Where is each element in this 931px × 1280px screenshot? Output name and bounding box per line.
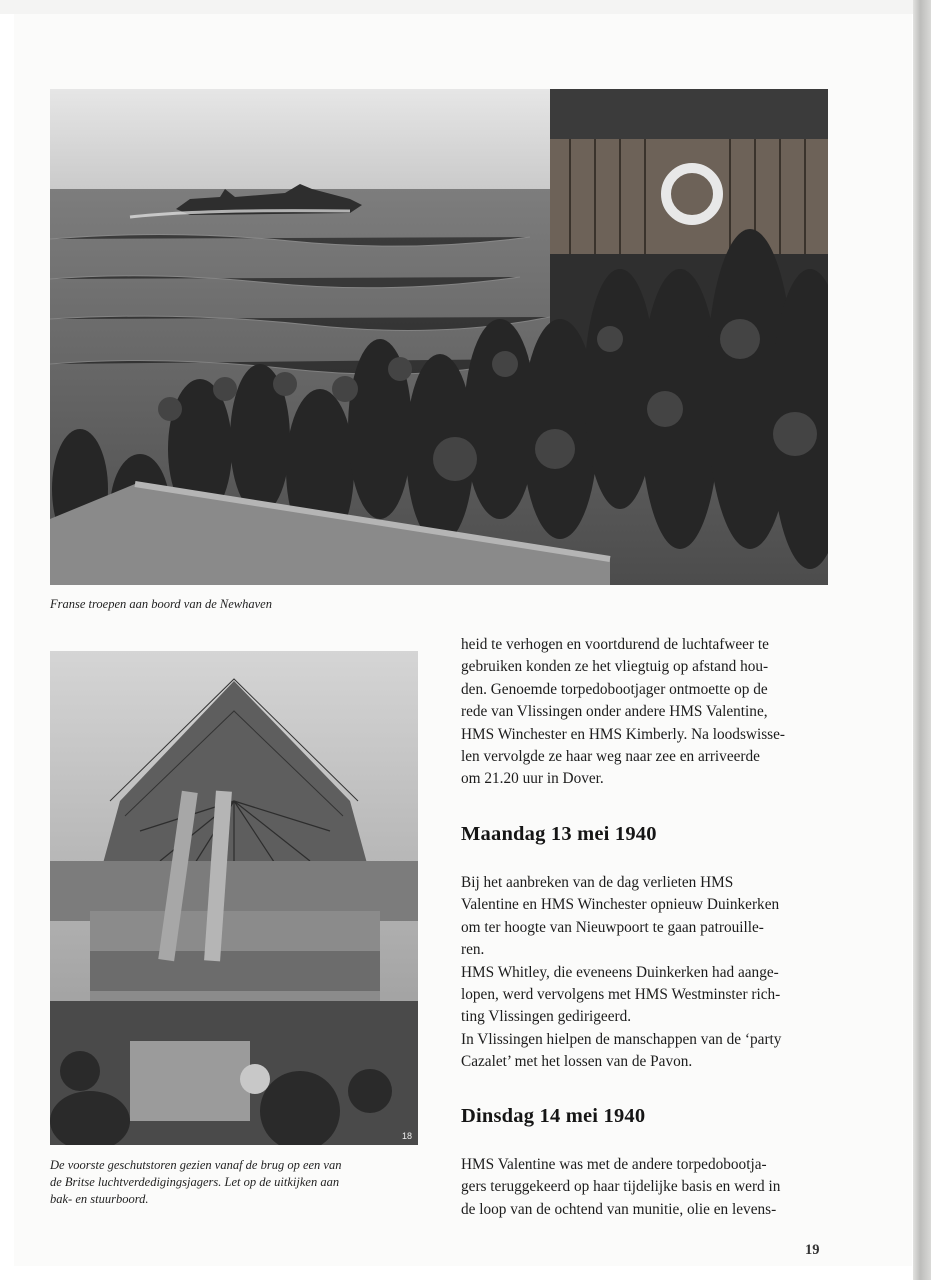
caption-top-photo: Franse troepen aan boord van de Newhaven [50,597,272,611]
caption-line: bak- en stuurboord. [50,1192,149,1206]
text-line: Valentine en HMS Winchester opnieuw Duinkerken [461,896,780,914]
text-line: de loop van de ochtend van munitie, olie en levens- [461,1200,777,1218]
text-line: lopen, werd vervolgens met HMS Westminster rich- [461,986,781,1004]
text-line: In Vlissingen hielpen de manschappen van de ‘party [461,1030,782,1048]
photo-french-troops-newhaven [50,89,828,585]
photo-troops-image [50,89,828,585]
section-heading-maandag: Maandag 13 mei 1940 [461,823,657,845]
text-line: HMS Winchester en HMS Kimberly. Na loodswisse- [461,725,785,743]
text-line: rede van Vlissingen onder andere HMS Valentine, [461,703,768,721]
text-line: HMS Whitley, die eveneens Duinkerken had aange- [461,963,779,981]
page-number: 19 [805,1242,820,1258]
text-line: gers teruggekeerd op haar tijdelijke basis en werd in [461,1178,781,1196]
text-line: HMS Valentine was met de andere torpedobootja- [461,1156,767,1173]
text-line: len vervolgde ze haar weg naar zee en arriveerde [461,748,760,766]
text-line: gebruiken konden ze het vliegtuig op afstand hou- [461,658,769,676]
text-line: om 21.20 uur in Dover. [461,770,604,788]
book-gutter-edge [913,0,931,1280]
text-line: Bij het aanbreken van de dag verlieten HMS [461,874,734,891]
text-line: Cazalet’ met het lossen van de Pavon. [461,1053,693,1071]
text-line: ting Vlissingen gedirigeerd. [461,1008,632,1026]
text-line: den. Genoemde torpedobootjager ontmoette op de [461,680,768,698]
photo-forward-gun-turret [50,651,418,1145]
paragraph-dinsdag [461,1154,831,1221]
section-heading-dinsdag: Dinsdag 14 mei 1940 [461,1105,646,1127]
photo-turret-image [50,651,418,1145]
text-line: heid te verhogen en voortdurend de luchtafweer te [461,636,769,653]
text-line: om ter hoogte van Nieuwpoort te gaan patrouille- [461,918,764,936]
scan-top-edge [0,0,931,14]
caption-line: De voorste geschutstoren gezien vanaf de brug op een van [50,1158,342,1172]
paragraph-maandag [461,872,831,1074]
text-line: ren. [461,941,485,959]
paragraph-torpedobootjager [461,634,831,791]
caption-bottom-photo [50,1157,420,1208]
caption-line: de Britse luchtverdedigingsjagers. Let op de uitkijken aan [50,1175,340,1189]
plate-number: 18 [402,1131,413,1141]
